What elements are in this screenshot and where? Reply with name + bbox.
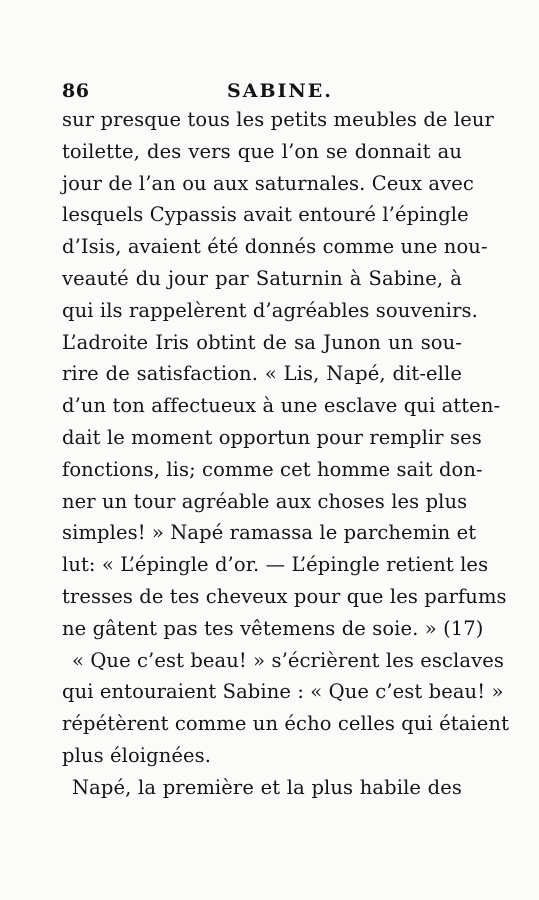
text-line: fonctions, lis; comme cet homme sait don- — [62, 457, 483, 481]
text-line: dait le moment opportun pour remplir ses — [62, 425, 482, 449]
text-line: lesquels Cypassis avait entouré l’épingle — [62, 203, 469, 227]
text-line: Napé, la première et la plus habile des — [72, 775, 462, 799]
text-line: répétèrent comme un écho celles qui étaient — [62, 712, 510, 736]
text-line: sur presque tous les petits meubles de leur — [62, 108, 494, 131]
text-line: « Que c’est beau! » s’écrièrent les esclaves — [72, 648, 504, 672]
page-number: 86 — [62, 80, 90, 102]
text-line: plus éloignées. — [62, 743, 212, 767]
text-line: simples! » Napé ramassa le parchemin et — [62, 521, 477, 545]
text-line: ner un tour agréable aux choses les plus — [62, 489, 468, 513]
text-line: toilette, des vers que l’on se donnait au — [62, 139, 462, 163]
text-line: tresses de tes cheveux pour que les parfums — [62, 584, 507, 608]
text-line: lut: « L’épingle d’or. — L’épingle retient les — [62, 553, 489, 577]
body-text — [62, 104, 510, 804]
text-line: qui ils rappelèrent d’agréables souvenirs. — [62, 298, 478, 322]
text-line: L’adroite Iris obtint de sa Junon un sou- — [62, 330, 462, 354]
text-line: d’Isis, avaient été donnés comme une nou- — [62, 235, 488, 259]
text-line: rire de satisfaction. « Lis, Napé, dit-elle — [62, 362, 462, 386]
text-line: d’un ton affectueux à une esclave qui atten- — [62, 394, 501, 418]
text-line: qui entouraient Sabine : « Que c’est beau! » — [62, 680, 504, 704]
text-line: ne gâtent pas tes vêtemens de soie. » (17) — [62, 616, 484, 640]
text-line: veauté du jour par Saturnin à Sabine, à — [62, 266, 462, 290]
running-head: SABINE. — [227, 80, 333, 102]
text-line: jour de l’an ou aux saturnales. Ceux avec — [62, 171, 474, 195]
